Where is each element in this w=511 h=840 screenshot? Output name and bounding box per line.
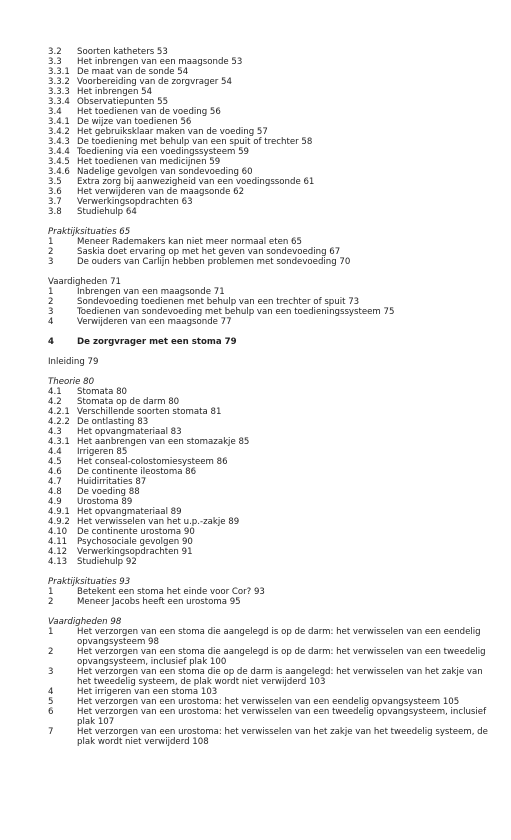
toc-entry-number: 2 <box>48 247 54 257</box>
toc-entry-title: Huidirritaties 87 <box>77 477 147 487</box>
table-of-contents <box>48 47 491 747</box>
toc-entry-number: 4.3.1 <box>48 437 70 447</box>
toc-entry <box>48 397 491 407</box>
praktijk4-heading: Praktijksituaties 93 <box>48 577 131 587</box>
toc-entry-title: De voeding 88 <box>77 487 140 497</box>
toc-entry-title: Het verzorgen van een stoma die aangelegd is op de darm: het verwisselen van een eendelig opvangsysteem 98 <box>77 627 481 647</box>
toc-entry-title: De maat van de sonde 54 <box>77 67 189 77</box>
toc-entry <box>48 237 491 247</box>
toc-entry-number: 3.4.5 <box>48 157 70 167</box>
toc-entry-title: Het inbrengen 54 <box>77 87 153 97</box>
toc-entry-number: 5 <box>48 697 54 707</box>
toc-entry <box>48 457 491 467</box>
toc-entry-title: Het irrigeren van een stoma 103 <box>77 687 218 697</box>
toc-entry-number: 3.4.1 <box>48 117 70 127</box>
toc-entry <box>48 537 491 547</box>
toc-entry-title: Sondevoeding toedienen met behulp van een trechter of spuit 73 <box>77 297 360 307</box>
toc-entry <box>48 447 491 457</box>
toc-entry-number: 3.3.3 <box>48 87 70 97</box>
toc-entry <box>48 507 491 517</box>
toc-entry-number: 4 <box>48 687 54 697</box>
toc-entry <box>48 407 491 417</box>
toc-entry <box>48 727 491 747</box>
chapter-text: De zorgvrager met een stoma 79 <box>77 337 237 347</box>
toc-entry <box>48 107 491 117</box>
toc-entry-number: 4.8 <box>48 487 62 497</box>
toc-entry-title: Het verzorgen van een urostoma: het verwisselen van een tweedelig opvangsysteem, inclusief plak 107 <box>77 707 487 727</box>
toc-entry <box>48 667 491 687</box>
toc-entry <box>48 167 491 177</box>
toc-entry <box>48 187 491 197</box>
toc-entry-number: 4.9.1 <box>48 507 70 517</box>
toc-entry-title: Toedienen van sondevoeding met behulp van een toedieningssysteem 75 <box>77 307 395 317</box>
toc-entry-number: 3.6 <box>48 187 62 197</box>
chapter-4-title <box>48 337 491 347</box>
toc-entry-number: 4.6 <box>48 467 62 477</box>
toc-entry-number: 4.4 <box>48 447 62 457</box>
toc-entry <box>48 687 491 697</box>
toc-entry <box>48 437 491 447</box>
toc-entry-title: Soorten katheters 53 <box>77 47 168 57</box>
toc-entry-number: 3.8 <box>48 207 62 217</box>
toc-entry-number: 3.3.4 <box>48 97 70 107</box>
toc-entry-number: 4.10 <box>48 527 68 537</box>
toc-entry <box>48 417 491 427</box>
toc-entry-title: Toediening via een voedingssysteem 59 <box>77 147 250 157</box>
toc-entry <box>48 97 491 107</box>
toc-entry <box>48 287 491 297</box>
toc-entry-number: 4.11 <box>48 537 68 547</box>
toc-entry <box>48 697 491 707</box>
toc-entry-title: Urostoma 89 <box>77 497 133 507</box>
theorie4-heading: Theorie 80 <box>48 377 95 387</box>
toc-entry-number: 3 <box>48 307 54 317</box>
toc-entry-title: De continente ileostoma 86 <box>77 467 197 477</box>
toc-entry-number: 3.5 <box>48 177 62 187</box>
toc-entry-title: De ouders van Carlijn hebben problemen met sondevoeding 70 <box>77 257 351 267</box>
toc-entry-number: 4.2.1 <box>48 407 70 417</box>
toc-entry-title: Het inbrengen van een maagsonde 53 <box>77 57 243 67</box>
toc-entry-number: 3.3.2 <box>48 77 70 87</box>
toc-entry-number: 3.4.2 <box>48 127 70 137</box>
toc-entry-title: Inbrengen van een maagsonde 71 <box>77 287 225 297</box>
theorie4-list <box>48 387 491 567</box>
toc-entry <box>48 147 491 157</box>
toc-entry-title: Het toedienen van medicijnen 59 <box>77 157 221 167</box>
toc-entry <box>48 87 491 97</box>
toc-entry-number: 1 <box>48 287 54 297</box>
toc-entry-title: Betekent een stoma het einde voor Cor? 93 <box>77 587 265 597</box>
toc-entry <box>48 477 491 487</box>
inleiding-4: Inleiding 79 <box>48 357 99 367</box>
toc-entry-title: Het verwisselen van het u.p.-zakje 89 <box>77 517 240 527</box>
toc-entry-title: Irrigeren 85 <box>77 447 128 457</box>
toc-entry <box>48 157 491 167</box>
toc-entry-title: Het verzorgen van een stoma die op de darm is aangelegd: het verwisselen van het zakje van het tweedelig systeem, de plak wordt niet verwijderd 103 <box>77 667 483 687</box>
toc-entry-number: 2 <box>48 597 54 607</box>
toc-entry-number: 4.2 <box>48 397 62 407</box>
toc-entry-title: Voorbereiding van de zorgvrager 54 <box>77 77 232 87</box>
toc-entry-title: De wijze van toedienen 56 <box>77 117 192 127</box>
toc-entry <box>48 77 491 87</box>
praktijk4-list <box>48 587 491 607</box>
vaardig3-list <box>48 287 491 327</box>
toc-entry-number: 4.12 <box>48 547 68 557</box>
toc-entry-number: 1 <box>48 627 54 637</box>
toc-entry-title: Verwerkingsopdrachten 91 <box>77 547 193 557</box>
toc-entry <box>48 257 491 267</box>
toc-entry-title: Nadelige gevolgen van sondevoeding 60 <box>77 167 253 177</box>
toc-entry <box>48 557 491 567</box>
toc-entry-number: 3.4.4 <box>48 147 70 157</box>
toc-entry <box>48 307 491 317</box>
toc-entry <box>48 117 491 127</box>
toc-entry <box>48 207 491 217</box>
toc-entry <box>48 297 491 307</box>
chapter-number: 4 <box>48 337 54 347</box>
toc-entry <box>48 177 491 187</box>
toc-entry-title: Het gebruiksklaar maken van de voeding 57 <box>77 127 268 137</box>
toc-entry <box>48 247 491 257</box>
toc-entry-title: Verschillende soorten stomata 81 <box>77 407 222 417</box>
toc-entry-number: 2 <box>48 297 54 307</box>
toc-entry-title: Saskia doet ervaring op met het geven van sondevoeding 67 <box>77 247 341 257</box>
toc-entry-number: 3.7 <box>48 197 62 207</box>
toc-entry-title: Het verwijderen van de maagsonde 62 <box>77 187 245 197</box>
toc-entry-title: Studiehulp 64 <box>77 207 137 217</box>
toc-entry-number: 3.4 <box>48 107 62 117</box>
toc-entry-number: 4.3 <box>48 427 62 437</box>
toc-entry-title: Studiehulp 92 <box>77 557 137 567</box>
toc-entry-title: Psychosociale gevolgen 90 <box>77 537 193 547</box>
toc-entry <box>48 127 491 137</box>
toc-entry-number: 4.5 <box>48 457 62 467</box>
toc-entry-number: 4.2.2 <box>48 417 70 427</box>
toc-entry <box>48 597 491 607</box>
toc-entry-number: 1 <box>48 587 54 597</box>
toc-entry-title: Verwijderen van een maagsonde 77 <box>77 317 232 327</box>
toc-entry-title: Het opvangmateriaal 89 <box>77 507 182 517</box>
toc-entry-number: 4.1 <box>48 387 62 397</box>
praktijk3-list <box>48 237 491 267</box>
toc-entry <box>48 467 491 477</box>
toc-entry <box>48 497 491 507</box>
toc-entry-title: Stomata op de darm 80 <box>77 397 180 407</box>
toc-entry <box>48 547 491 557</box>
toc-entry <box>48 487 491 497</box>
toc-entry-title: De ontlasting 83 <box>77 417 149 427</box>
toc-entry-title: Het verzorgen van een urostoma: het verwisselen van een eendelig opvangsysteem 105 <box>77 697 460 707</box>
toc-entry-number: 3.4.3 <box>48 137 70 147</box>
toc-entry <box>48 527 491 537</box>
toc-entry-title: Stomata 80 <box>77 387 128 397</box>
toc-entry <box>48 427 491 437</box>
toc-entry <box>48 587 491 597</box>
toc-entry-title: Observatiepunten 55 <box>77 97 169 107</box>
toc-entry-number: 2 <box>48 647 54 657</box>
toc-entry <box>48 317 491 327</box>
toc-entry-number: 3.3.1 <box>48 67 70 77</box>
praktijk3-heading: Praktijksituaties 65 <box>48 227 131 237</box>
toc-entry-number: 3.2 <box>48 47 62 57</box>
toc-entry-title: Het opvangmateriaal 83 <box>77 427 182 437</box>
toc-entry <box>48 137 491 147</box>
toc-entry <box>48 517 491 527</box>
toc-entry <box>48 387 491 397</box>
toc-entry-number: 7 <box>48 727 54 737</box>
toc-entry <box>48 707 491 727</box>
toc-entry-title: Het toedienen van de voeding 56 <box>77 107 221 117</box>
toc-entry-title: Meneer Jacobs heeft een urostoma 95 <box>77 597 241 607</box>
toc-entry <box>48 647 491 667</box>
toc-entry <box>48 627 491 647</box>
toc-entry-number: 4 <box>48 317 54 327</box>
toc-entry-number: 3.3 <box>48 57 62 67</box>
toc-entry-number: 6 <box>48 707 54 717</box>
toc-entry-title: Extra zorg bij aanwezigheid van een voedingssonde 61 <box>77 177 315 187</box>
toc-entry-title: Het verzorgen van een urostoma: het verwisselen van het zakje van het tweedelig systeem, de plak wordt niet verwijderd 108 <box>77 727 488 747</box>
toc-entry-number: 4.9.2 <box>48 517 70 527</box>
toc-entry-title: Meneer Rademakers kan niet meer normaal eten 65 <box>77 237 302 247</box>
vaardig4-list <box>48 627 491 747</box>
toc-entry <box>48 197 491 207</box>
toc-entry-number: 4.13 <box>48 557 68 567</box>
toc-entry-number: 1 <box>48 237 54 247</box>
toc-entry <box>48 67 491 77</box>
toc-entry-number: 3 <box>48 257 54 267</box>
toc-entry <box>48 47 491 57</box>
toc-entry-number: 3 <box>48 667 54 677</box>
toc-entry-number: 4.7 <box>48 477 62 487</box>
toc-entry-title: Het verzorgen van een stoma die aangelegd is op de darm: het verwisselen van een tweedelig opvangsysteem, inclusief plak 100 <box>77 647 486 667</box>
vaardig3-heading: Vaardigheden 71 <box>48 277 122 287</box>
toc-entry-title: Het aanbrengen van een stomazakje 85 <box>77 437 250 447</box>
toc-entry-number: 4.9 <box>48 497 62 507</box>
vaardig4-heading: Vaardigheden 98 <box>48 617 122 627</box>
toc-entry <box>48 57 491 67</box>
section-3-list <box>48 47 491 217</box>
toc-entry-number: 3.4.6 <box>48 167 70 177</box>
toc-entry-title: De continente urostoma 90 <box>77 527 195 537</box>
toc-entry-title: De toediening met behulp van een spuit of trechter 58 <box>77 137 313 147</box>
toc-entry-title: Het conseal-colostomiesysteem 86 <box>77 457 228 467</box>
toc-entry-title: Verwerkingsopdrachten 63 <box>77 197 193 207</box>
